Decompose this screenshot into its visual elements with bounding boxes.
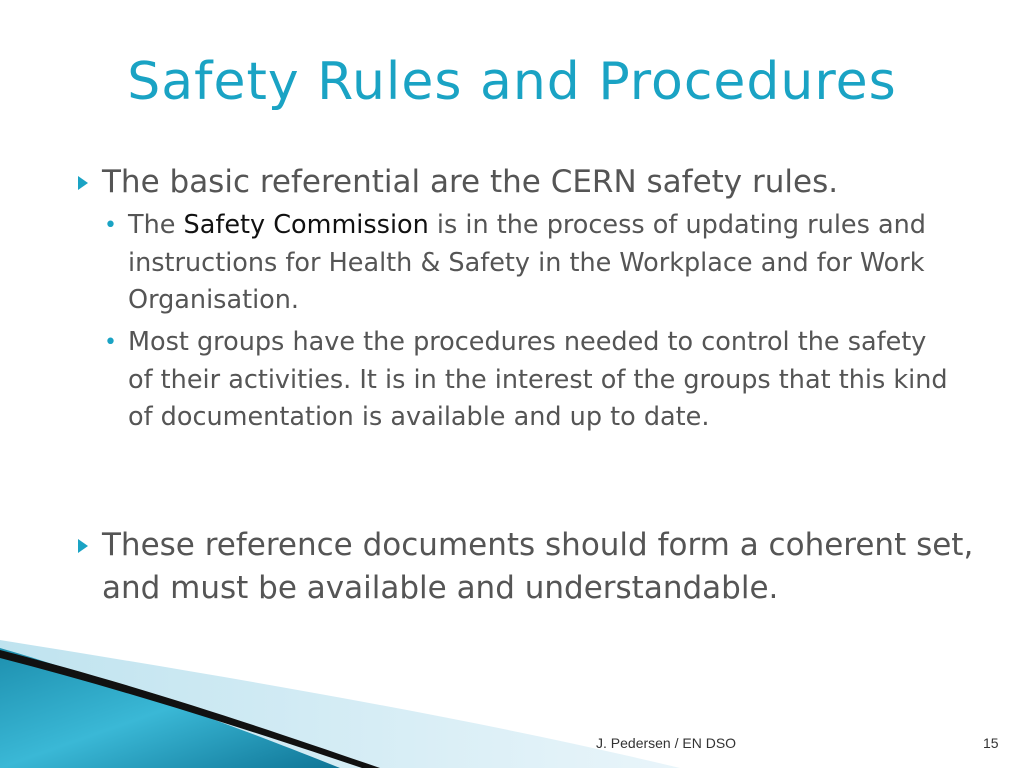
dot-bullet-icon: •	[104, 213, 117, 238]
page-number: 15	[983, 735, 999, 751]
sub-bullet-2	[104, 324, 954, 437]
bullet-1	[78, 161, 978, 204]
sub-bullet-1-text	[128, 207, 954, 320]
sub-bullet-1-before: The	[128, 210, 184, 240]
slide-title: Safety Rules and Procedures	[127, 52, 897, 112]
dot-bullet-icon: •	[104, 330, 117, 355]
arrow-bullet-icon	[78, 176, 88, 190]
sub-bullet-1	[104, 207, 954, 320]
bullet-2-text: These reference documents should form a coherent set, and must be available and understandable.	[102, 527, 974, 606]
bullet-2	[78, 524, 978, 610]
sub-bullet-2-text: Most groups have the procedures needed to control the safety of their activities. It is in the interest of the groups that this kind of documentation is available and up to date.	[128, 327, 948, 432]
footer-author: J. Pedersen / EN DSO	[596, 735, 737, 751]
bullet-1-text: The basic referential are the CERN safety rules.	[102, 164, 839, 200]
arrow-bullet-icon	[78, 539, 88, 553]
sub-bullet-1-after: is in the process of updating rules and instructions for Health & Safety in the Workplace and for Work Organisation.	[128, 210, 926, 315]
safety-commission-highlight: Safety Commission	[183, 210, 429, 240]
